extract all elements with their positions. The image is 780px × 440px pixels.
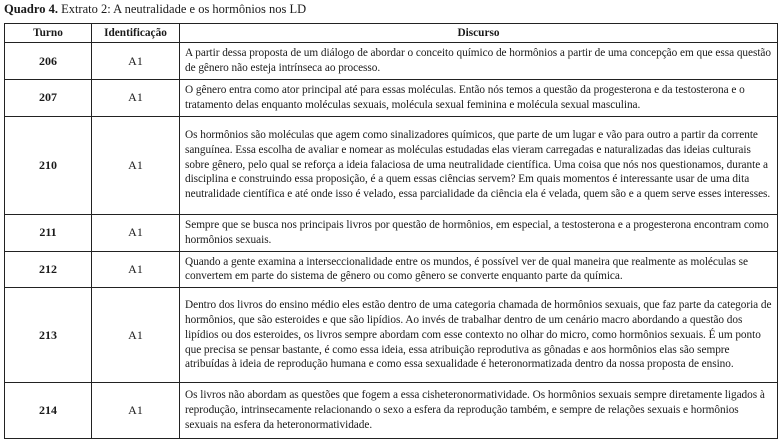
turno-cell: 210 xyxy=(5,116,92,214)
turno-cell: 212 xyxy=(5,251,92,288)
discurso-cell: Os hormônios são moléculas que agem como sinalizadores químicos, que parte de um lugar e vão para outro a partir da corrente sanguínea. Essa escolha de avaliar e nomear as moléculas estudadas elas vieram carregadas e naturalizadas das ideias culturais sobre gênero, pelo qual se reforça a ideia falaciosa de uma neutralidade científica. Uma coisa que nós nos questionamos, durante a disciplina e construindo essa proposição, é a quem essas ciências servem? Em quais momentos é interessante usar de uma dita neutralidade científica e até onde isso é velado, essa parcialidade da ciência ela é velada, quem são e a quem serve esses interesses. xyxy=(180,116,778,214)
table-row xyxy=(5,43,778,80)
turno-cell: 213 xyxy=(5,288,92,383)
table-row xyxy=(5,251,778,288)
table-caption xyxy=(4,2,306,17)
discurso-cell: Quando a gente examina a interseccionalidade entre os mundos, é possível ver de qual maneira que realmente as moléculas se convertem em parte do sistema de gênero ou como gênero se converte enquanto parte da química. xyxy=(180,251,778,288)
identificacao-cell: A1 xyxy=(92,251,180,288)
turno-cell: 206 xyxy=(5,43,92,80)
discurso-cell: O gênero entra como ator principal até para essas moléculas. Então nós temos a questão da progesterona e da testosterona e o tratamento delas enquanto moléculas sexuais, molécula sexual feminina e molécula sexual masculina. xyxy=(180,80,778,117)
identificacao-cell: A1 xyxy=(92,214,180,251)
turno-cell: 207 xyxy=(5,80,92,117)
identificacao-cell: A1 xyxy=(92,43,180,80)
discurso-cell: Sempre que se busca nos principais livros por questão de hormônios, em especial, a testosterona e a progesterona encontram como hormônios sexuais. xyxy=(180,214,778,251)
turno-cell: 211 xyxy=(5,214,92,251)
discourse-table xyxy=(4,23,778,439)
identificacao-cell: A1 xyxy=(92,288,180,383)
table-row xyxy=(5,383,778,439)
discurso-cell: Os livros não abordam as questões que fogem a essa cisheteronormatividade. Os hormônios sexuais sempre diretamente ligados à reprodução, intrinsecamente relacionando o sexo a esfera da reprodução também, e sempre de relações sexuais e hormônios sexuais na esfera da heteronormatividade. xyxy=(180,383,778,439)
identificacao-cell: A1 xyxy=(92,383,180,439)
caption-label: Quadro 4. xyxy=(4,2,58,16)
header-row xyxy=(5,24,778,43)
table-row xyxy=(5,288,778,383)
discurso-cell: Dentro dos livros do ensino médio eles estão dentro de uma categoria chamada de hormônios sexuais, que faz parte da categoria de hormônios, que são esteroides e que são lipídios. Ao invés de trabalhar dentro de um cenário macro abordando a questão dos lipídios ou dos esteroides, os livros sempre abordam com esse contexto no olhar do micro, como hormônios sexuais. É um ponto que precisa se pensar bastante, é como essa ideia, essa atribuição reprodutiva as gônadas e aos hormônios elas são sempre atribuídas à ideia de reprodução humana e como essa sexualidade é heteronormatizada dentro da nossa proposta de ensino. xyxy=(180,288,778,383)
identificacao-cell: A1 xyxy=(92,116,180,214)
table-row xyxy=(5,214,778,251)
table-row xyxy=(5,80,778,117)
identificacao-cell: A1 xyxy=(92,80,180,117)
header-discurso: Discurso xyxy=(180,24,778,43)
turno-cell: 214 xyxy=(5,383,92,439)
caption-text: Extrato 2: A neutralidade e os hormônios nos LD xyxy=(57,2,307,16)
header-turno: Turno xyxy=(5,24,92,43)
header-identificacao: Identificação xyxy=(92,24,180,43)
discurso-cell: A partir dessa proposta de um diálogo de abordar o conceito químico de hormônios a partir de uma concepção em que essa questão de gênero não esteja intrínseca ao processo. xyxy=(180,43,778,80)
table-row xyxy=(5,116,778,214)
